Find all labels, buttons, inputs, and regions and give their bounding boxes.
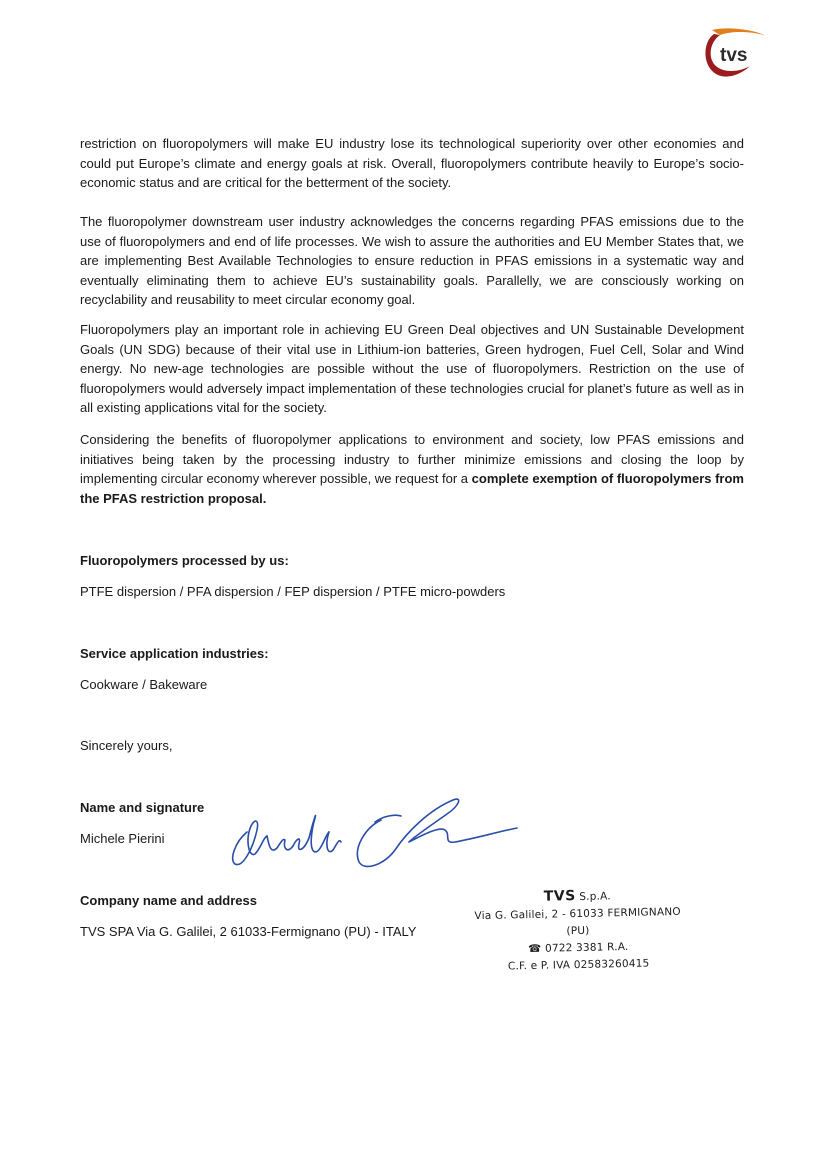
paragraph-1: restriction on fluoropolymers will make EU industry lose its technological superiority over other economies and could put Europe’s climate and energy goals at risk. Overall, fluoropolymers contribute heavily to Europe’s socio-economic status and are critical for the betterment of the society. <box>80 136 744 190</box>
company-stamp <box>469 886 687 977</box>
fluoropolymers-heading: Fluoropolymers processed by us: <box>80 553 289 568</box>
company-logo <box>700 28 768 80</box>
logo-text: tvs <box>720 45 748 66</box>
industries-heading: Service application industries: <box>80 646 269 661</box>
paragraph-2: The fluoropolymer downstream user industry acknowledges the concerns regarding PFAS emissions due to the use of fluoropolymers and end of life processes. We wish to assure the authorities and EU Member States that, we are implementing Best Available Technologies to ensure reduction in PFAS emissions in a systematic way and eventually eliminating them to achieve EU’s sustainability goals. Parallelly, we are consciously working on recyclability and reusability to meet circular economy goal. <box>80 214 744 307</box>
stamp-address: Via G. Galilei, 2 - 61033 FERMIGNANO (PU) <box>474 905 681 938</box>
paragraph-4-text: Considering the benefits of fluoropolymer applications to environment and society, low PFAS emissions and initiatives being taken by the processing industry to further minimize emissions and closing the loop by implementing circular economy wherever possible, we request for a <box>80 432 744 486</box>
stamp-tax: C.F. e P. IVA 02583260415 <box>507 957 650 973</box>
stamp-name: TVS <box>543 888 576 905</box>
handwritten-signature <box>225 792 525 877</box>
fluoropolymers-list: PTFE dispersion / PFA dispersion / FEP dispersion / PTFE micro-powders <box>80 584 506 599</box>
signature-heading: Name and signature <box>80 800 205 815</box>
paragraph-3: Fluoropolymers play an important role in achieving EU Green Deal objectives and UN Sustainable Development Goals (UN SDG) because of their vital use in Lithium-ion batteries, Green hydrogen, Fuel Cell, Solar and Wind energy. No new-age technologies are possible without the use of fluoropolymers. Restriction on the use of fluoropolymers would adversely impact implementation of these technologies crucial for planet’s future as well as in all existing applications vital for the society. <box>80 322 744 415</box>
closing-text: Sincerely yours, <box>80 738 173 753</box>
company-address: TVS SPA Via G. Galilei, 2 61033-Fermignano (PU) - ITALY <box>80 924 417 939</box>
industries-list: Cookware / Bakeware <box>80 677 208 692</box>
stamp-phone: 0722 3381 R.A. <box>544 940 629 955</box>
paragraph-4-bold: complete exemption of fluoropolymers from the PFAS restriction proposal. <box>80 471 744 506</box>
signatory-name: Michele Pierini <box>80 831 165 846</box>
phone-icon: ☎ <box>528 942 542 956</box>
company-heading: Company name and address <box>80 893 257 908</box>
paragraph-4 <box>80 430 744 508</box>
stamp-suffix: S.p.A. <box>579 890 611 903</box>
